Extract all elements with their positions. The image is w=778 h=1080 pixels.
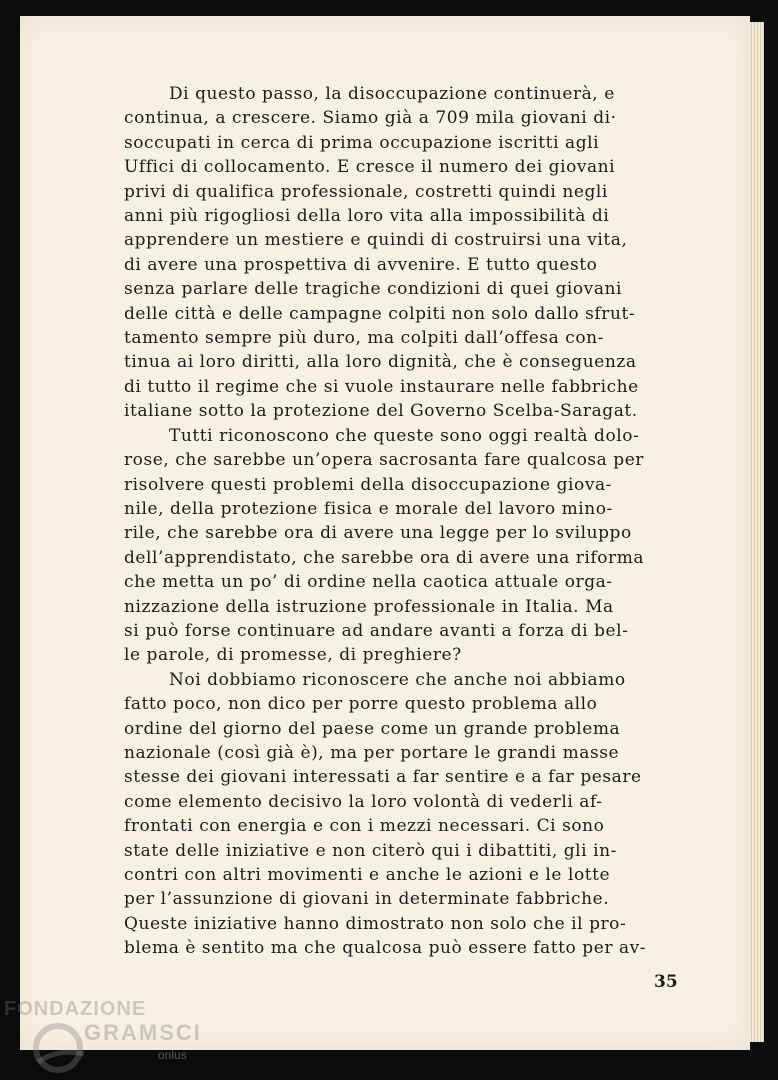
text-line: rile, che sarebbe ora di avere una legge per lo sviluppo	[124, 523, 632, 544]
text-line: per l’assunzione di giovani in determinate fabbriche.	[124, 889, 610, 910]
paragraph-3	[124, 668, 694, 961]
text-line: Di questo passo, la disoccupazione continuerà, e	[169, 84, 615, 104]
text-line: anni più rigogliosi della loro vita alla impossibilità di	[124, 206, 610, 227]
text-line: tinua ai loro diritti, alla loro dignità, che è conseguenza	[124, 352, 637, 373]
text-line: stesse dei giovani interessati a far sentire e a far pesare	[124, 767, 642, 788]
text-line: privi di qualifica professionale, costretti quindi negli	[124, 181, 608, 202]
text-line: nizzazione della istruzione professionale in Italia. Ma	[124, 596, 614, 617]
text-line: di avere una prospettiva di avvenire. E tutto questo	[124, 254, 598, 275]
text-line: si può forse continuare ad andare avanti a forza di bel-	[124, 620, 629, 641]
text-line: delle città e delle campagne colpiti non solo dallo sfrut-	[124, 303, 636, 324]
paragraph-1	[124, 82, 694, 424]
foundation-logo-icon	[28, 1018, 88, 1078]
text-line: nile, della protezione fisica e morale del lavoro mino-	[124, 498, 613, 519]
watermark-foundation: FONDAZIONE	[4, 998, 147, 1020]
text-line: risolvere questi problemi della disoccupazione giova-	[124, 474, 612, 495]
watermark-gramsci: GRAMSCI	[84, 1020, 202, 1045]
watermark	[0, 998, 200, 1080]
page-number: 35	[654, 972, 678, 992]
text-line: come elemento decisivo la loro volontà di vederli af-	[124, 791, 603, 812]
text-line: dell’apprendistato, che sarebbe ora di avere una riforma	[124, 547, 645, 568]
text-line: ordine del giorno del paese come un grande problema	[124, 718, 621, 739]
text-line: fatto poco, non dico per porre questo problema allo	[124, 694, 598, 715]
text-line: che metta un po’ di ordine nella caotica attuale orga-	[124, 572, 613, 593]
text-line: tamento sempre più duro, ma colpiti dall’offesa con-	[124, 328, 604, 349]
text-line: blema è sentito ma che qualcosa può essere fatto per av-	[124, 938, 647, 959]
text-line: Tutti riconoscono che queste sono oggi realtà dolo-	[169, 425, 640, 446]
body-text	[124, 82, 694, 961]
text-line: contri con altri movimenti e anche le azioni e le lotte	[124, 865, 611, 885]
text-line: soccupati in cerca di prima occupazione iscritti agli	[124, 132, 600, 153]
text-line: di tutto il regime che si vuole instaurare nelle fabbriche	[124, 376, 639, 397]
text-line: rose, che sarebbe un’opera sacrosanta fare qualcosa per	[124, 450, 644, 471]
text-line: Queste iniziative hanno dimostrato non solo che il pro-	[124, 913, 627, 934]
text-line: continua, a crescere. Siamo già a 709 mila giovani di·	[124, 108, 617, 129]
text-line: frontati con energia e con i mezzi necessari. Ci sono	[124, 816, 605, 837]
text-line: nazionale (così già è), ma per portare le grandi masse	[124, 742, 620, 763]
text-line: le parole, di promesse, di preghiere?	[124, 645, 462, 666]
text-line: senza parlare delle tragiche condizioni di quei giovani	[124, 279, 622, 300]
text-line: state delle iniziative e non citerò qui i dibattiti, gli in-	[124, 840, 617, 861]
text-line: italiane sotto la protezione del Governo Scelba-Saragat.	[124, 401, 638, 422]
book-page	[20, 16, 750, 1050]
paragraph-2	[124, 424, 694, 668]
text-line: apprendere un mestiere e quindi di costruirsi una vita,	[124, 230, 628, 251]
watermark-onlus: onlus	[158, 1048, 187, 1062]
text-line: Uffici di collocamento. E cresce il numero dei giovani	[124, 157, 616, 178]
text-line: Noi dobbiamo riconoscere che anche noi abbiamo	[169, 669, 626, 690]
